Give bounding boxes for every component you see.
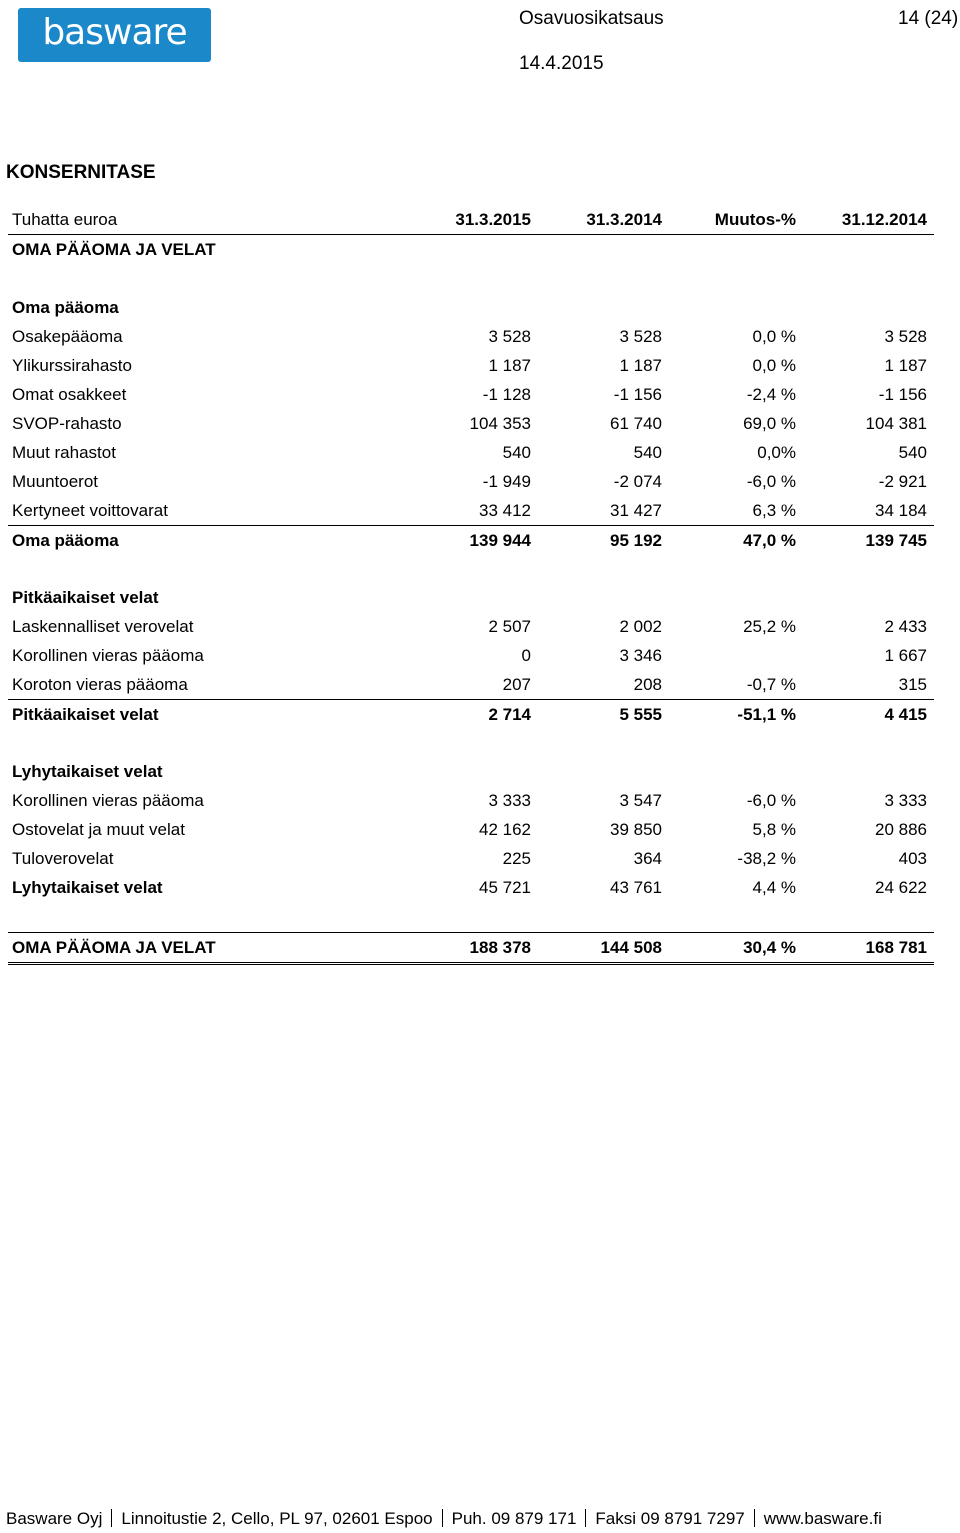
page-number: 14 (24) (898, 8, 959, 29)
main-heading-row (8, 235, 934, 264)
document-date: 14.4.2015 (519, 53, 604, 74)
equity-rows (8, 322, 934, 525)
cell-2014fy: 3 528 (884, 327, 927, 346)
cell-2015q1: 42 162 (479, 820, 531, 839)
table-row (8, 641, 934, 670)
table-row (8, 670, 934, 699)
long-term-rows (8, 612, 934, 699)
cell-2014q1: 31 427 (610, 501, 662, 520)
column-header-label: Tuhatta euroa (12, 210, 118, 229)
row-label: Lyhytaikaiset velat (12, 878, 163, 897)
table-row (8, 438, 934, 467)
cell-2014q1: -2 074 (613, 472, 662, 491)
column-header-2015q1: 31.3.2015 (455, 210, 531, 229)
spacer (8, 264, 934, 293)
row-label: Koroton vieras pääoma (12, 675, 188, 694)
cell-2014fy: 1 667 (884, 646, 927, 665)
page-footer (6, 1509, 882, 1529)
cell-change: 69,0 % (743, 414, 796, 433)
cell-2014q1: 364 (633, 849, 662, 868)
cell-change: 6,3 % (752, 501, 796, 520)
logo-text: basware (42, 12, 187, 53)
cell-change: 30,4 % (743, 938, 796, 957)
cell-2014q1: 3 346 (619, 646, 662, 665)
cell-2014fy: 4 415 (884, 705, 927, 724)
cell-2014fy: 2 433 (884, 617, 927, 636)
cell-2015q1: 3 333 (488, 791, 531, 810)
table-row (8, 467, 934, 496)
short-term-heading-row (8, 757, 934, 786)
cell-2015q1: 3 528 (488, 327, 531, 346)
column-header-2014fy: 31.12.2014 (841, 210, 927, 229)
row-label: SVOP-rahasto (12, 414, 122, 433)
row-label: Oma pääoma (12, 531, 119, 550)
row-label: Omat osakkeet (12, 385, 127, 404)
cell-change: -2,4 % (746, 385, 796, 404)
column-header-change: Muutos-% (714, 210, 796, 229)
cell-2014q1: 43 761 (610, 878, 662, 897)
cell-2015q1: 104 353 (469, 414, 531, 433)
row-label: Ylikurssirahasto (12, 356, 132, 375)
cell-change: 0,0 % (752, 356, 796, 375)
table-row (8, 612, 934, 641)
cell-2014q1: -1 156 (613, 385, 662, 404)
cell-2014fy: 139 745 (865, 531, 927, 550)
cell-2014q1: 144 508 (600, 938, 662, 957)
cell-2015q1: 33 412 (479, 501, 531, 520)
row-label: Muut rahastot (12, 443, 116, 462)
row-label: Muuntoerot (12, 472, 98, 491)
cell-2014q1: 1 187 (619, 356, 662, 375)
spacer (8, 902, 934, 932)
cell-2015q1: -1 949 (482, 472, 531, 491)
table-row (8, 815, 934, 844)
cell-2014q1: 3 528 (619, 327, 662, 346)
cell-2015q1: 2 507 (488, 617, 531, 636)
cell-2014q1: 5 555 (619, 705, 662, 724)
cell-2014fy: 24 622 (875, 878, 927, 897)
cell-2014fy: 540 (898, 443, 927, 462)
cell-2014fy: 315 (898, 675, 927, 694)
basware-logo (18, 8, 211, 62)
cell-change: -38,2 % (737, 849, 796, 868)
cell-2014q1: 61 740 (610, 414, 662, 433)
row-label: Korollinen vieras pääoma (12, 646, 204, 665)
row-label: Pitkäaikaiset velat (12, 705, 159, 724)
cell-change: -51,1 % (737, 705, 796, 724)
cell-change: 47,0 % (743, 531, 796, 550)
column-header-2014q1: 31.3.2014 (586, 210, 662, 229)
table-row (8, 409, 934, 438)
row-label: Korollinen vieras pääoma (12, 791, 204, 810)
cell-change: 0,0% (757, 443, 796, 462)
cell-2014fy: 3 333 (884, 791, 927, 810)
table-row (8, 496, 934, 525)
balance-sheet-table (8, 205, 934, 965)
cell-2015q1: 1 187 (488, 356, 531, 375)
footer-phone: Puh. 09 879 171 (451, 1509, 577, 1528)
cell-2014q1: 2 002 (619, 617, 662, 636)
cell-2014fy: 104 381 (865, 414, 927, 433)
cell-2014fy: 168 781 (865, 938, 927, 957)
table-row (8, 351, 934, 380)
table-header-row (8, 205, 934, 235)
footer-address: Linnoitustie 2, Cello, PL 97, 02601 Espoo (121, 1509, 433, 1528)
row-label: Tuloverovelat (12, 849, 114, 868)
row-label: Kertyneet voittovarat (12, 501, 168, 520)
equity-total-row (8, 525, 934, 555)
cell-2015q1: 0 (521, 646, 531, 665)
cell-change: 4,4 % (752, 878, 796, 897)
table-row (8, 380, 934, 409)
footer-fax: Faksi 09 8791 7297 (595, 1509, 745, 1528)
footer-website: www.basware.fi (763, 1509, 882, 1528)
cell-2014q1: 208 (633, 675, 662, 694)
row-label: OMA PÄÄOMA JA VELAT (12, 938, 216, 957)
table-row (8, 844, 934, 873)
cell-2015q1: -1 128 (482, 385, 531, 404)
cell-2015q1: 45 721 (479, 878, 531, 897)
document-title: Osavuosikatsaus (519, 8, 664, 29)
equity-heading: Oma pääoma (12, 298, 119, 317)
footer-separator (754, 1509, 755, 1527)
long-term-heading-row (8, 583, 934, 612)
table-row (8, 786, 934, 815)
cell-2015q1: 225 (502, 849, 531, 868)
long-term-total-row (8, 699, 934, 729)
main-heading: OMA PÄÄOMA JA VELAT (12, 240, 216, 259)
cell-change: -6,0 % (746, 791, 796, 810)
cell-2014fy: 20 886 (875, 820, 927, 839)
short-term-total-row (8, 873, 934, 902)
cell-2015q1: 2 714 (488, 705, 531, 724)
cell-2015q1: 207 (502, 675, 531, 694)
long-term-heading: Pitkäaikaiset velat (12, 588, 159, 607)
section-title: KONSERNITASE (6, 162, 156, 183)
spacer (8, 729, 934, 757)
cell-2014q1: 39 850 (610, 820, 662, 839)
footer-separator (442, 1509, 443, 1527)
cell-change: -0,7 % (746, 675, 796, 694)
table-row (8, 322, 934, 351)
footer-separator (111, 1509, 112, 1527)
cell-2014fy: -2 921 (878, 472, 927, 491)
cell-2014fy: 1 187 (884, 356, 927, 375)
footer-separator (585, 1509, 586, 1527)
cell-2014fy: 403 (898, 849, 927, 868)
cell-2014fy: -1 156 (878, 385, 927, 404)
cell-change: 5,8 % (752, 820, 796, 839)
row-label: Laskennalliset verovelat (12, 617, 194, 636)
spacer (8, 555, 934, 583)
cell-2015q1: 139 944 (469, 531, 531, 550)
cell-change: 25,2 % (743, 617, 796, 636)
cell-2015q1: 188 378 (469, 938, 531, 957)
cell-change: 0,0 % (752, 327, 796, 346)
equity-heading-row (8, 293, 934, 322)
row-label: Osakepääoma (12, 327, 123, 346)
row-label: Ostovelat ja muut velat (12, 820, 185, 839)
cell-2014q1: 95 192 (610, 531, 662, 550)
cell-2014q1: 3 547 (619, 791, 662, 810)
cell-2015q1: 540 (502, 443, 531, 462)
footer-company: Basware Oyj (6, 1509, 103, 1528)
cell-2014q1: 540 (633, 443, 662, 462)
cell-change: -6,0 % (746, 472, 796, 491)
short-term-rows (8, 786, 934, 873)
cell-2014fy: 34 184 (875, 501, 927, 520)
short-term-heading: Lyhytaikaiset velat (12, 762, 163, 781)
grand-total-row (8, 932, 934, 965)
